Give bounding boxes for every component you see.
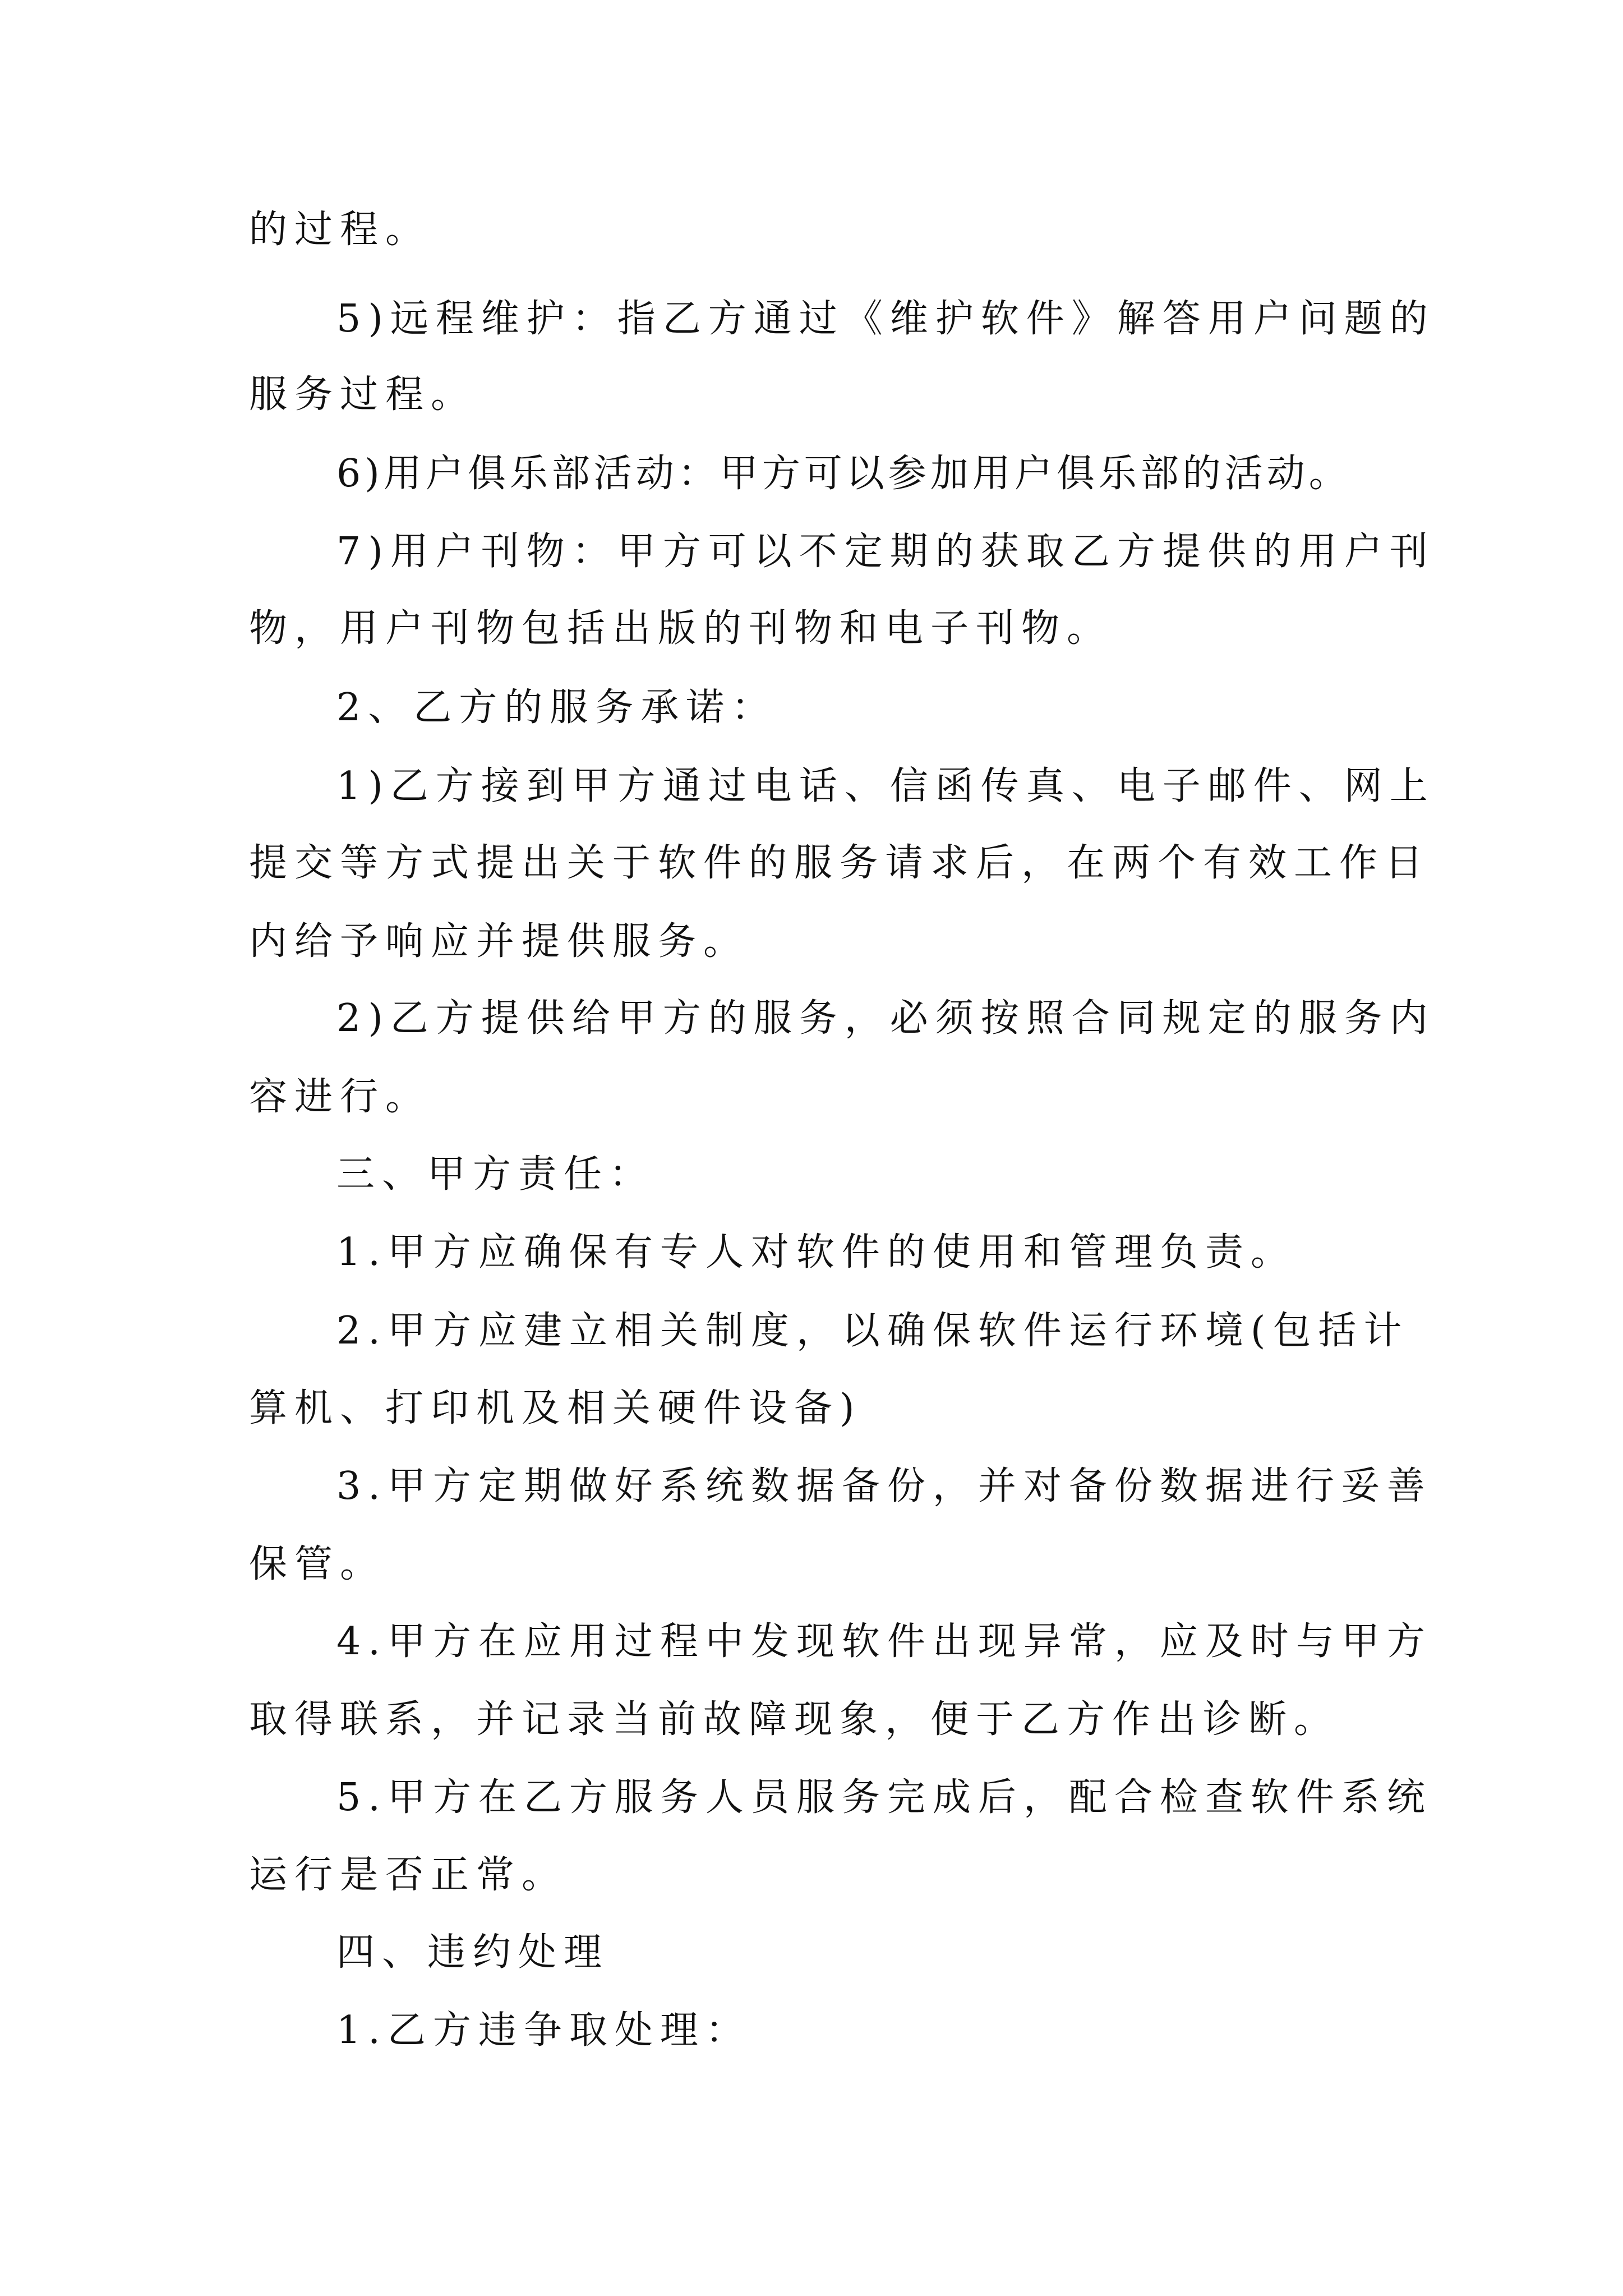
text-line: 算机、打印机及相关硬件设备)	[249, 1386, 862, 1430]
text-line: 四、违约处理	[336, 1930, 610, 1975]
text-line: 1.甲方应确保有专人对软件的使用和管理负责。	[336, 1230, 1296, 1274]
text-line: 的过程。	[249, 208, 431, 252]
text-line: 服务过程。	[249, 372, 477, 417]
text-line: 2、乙方的服务承诺：	[336, 685, 777, 730]
text-line: 7)用户刊物：甲方可以不定期的获取乙方提供的用户刊	[336, 530, 1435, 574]
text-line: 运行是否正常。	[249, 1853, 568, 1897]
text-line: 提交等方式提出关于软件的服务请求后，在两个有效工作日	[249, 841, 1431, 885]
text-line: 2.甲方应建立相关制度，以确保软件运行环境(包括计	[336, 1309, 1409, 1353]
text-line: 5.甲方在乙方服务人员服务完成后，配合检查软件系统	[336, 1775, 1432, 1820]
text-line: 2)乙方提供给甲方的服务，必须按照合同规定的服务内	[336, 996, 1435, 1041]
text-line: 1)乙方接到甲方通过电话、信函传真、电子邮件、网上	[336, 764, 1435, 808]
text-line: 内给予响应并提供服务。	[249, 919, 749, 964]
text-line: 取得联系，并记录当前故障现象，便于乙方作出诊断。	[249, 1697, 1340, 1742]
text-line: 三、甲方责任：	[336, 1152, 655, 1197]
text-line: 物，用户刊物包括出版的刊物和电子刊物。	[249, 606, 1113, 651]
text-line: 6)用户俱乐部活动：甲方可以参加用户俱乐部的活动。	[336, 452, 1351, 496]
text-line: 容进行。	[249, 1075, 431, 1119]
text-line: 5)远程维护：指乙方通过《维护软件》解答用户问题的	[336, 297, 1435, 341]
text-line: 1.乙方违争取处理：	[336, 2008, 751, 2053]
text-line: 3.甲方定期做好系统数据备份，并对备份数据进行妥善	[336, 1464, 1432, 1508]
text-line: 保管。	[249, 1542, 386, 1586]
text-line: 4.甲方在应用过程中发现软件出现异常，应及时与甲方	[336, 1619, 1432, 1664]
